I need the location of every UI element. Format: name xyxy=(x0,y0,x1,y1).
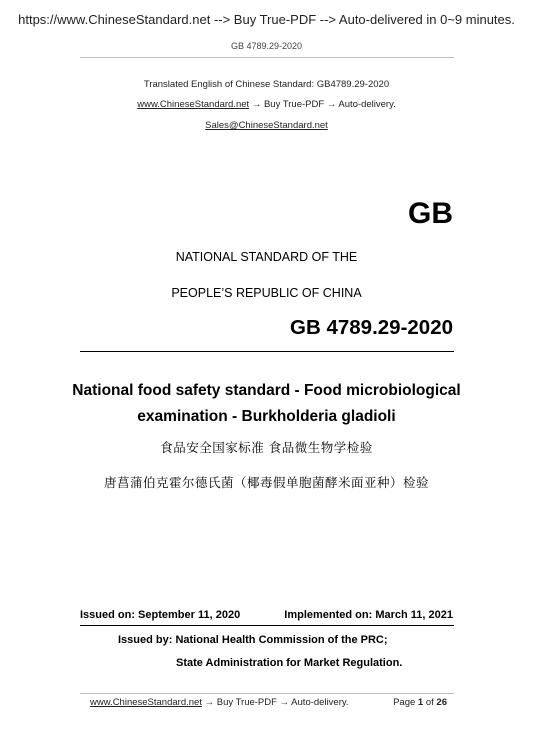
footer-site-link[interactable]: www.ChineseStandard.net xyxy=(90,697,202,708)
total-pages: 26 xyxy=(436,697,447,708)
dates-divider xyxy=(80,625,454,626)
of-label: of xyxy=(425,697,434,708)
top-banner: https://www.ChineseStandard.net --> Buy True-PDF --> Auto-delivered in 0~9 minutes. xyxy=(18,12,515,27)
site-link[interactable]: www.ChineseStandard.net xyxy=(137,99,250,110)
gb-logo: GB xyxy=(408,197,453,230)
implemented-on-date: Implemented on: March 11, 2021 xyxy=(284,609,453,621)
email-link[interactable]: Sales@ChineseStandard.net xyxy=(205,120,328,131)
chinese-title-line-1: 食品安全国家标准 食品微生物学检验 xyxy=(160,440,373,455)
page-number: 1 xyxy=(417,697,424,708)
translated-notice: Translated English of Chinese Standard: GB4789.29-2020 xyxy=(143,79,390,90)
prc-heading: PEOPLE’S REPUBLIC OF CHINA xyxy=(171,286,362,300)
english-title-line-2: examination - Burkholderia gladioli xyxy=(137,408,396,425)
issued-by: Issued by: National Health Commission of the PRC; xyxy=(118,634,388,646)
chinese-title-line-2: 唐菖蒲伯克霍尔德氏菌（椰毒假单胞菌酵米面亚种）检验 xyxy=(103,475,429,490)
email-line xyxy=(0,120,533,131)
footer-promo xyxy=(90,697,349,708)
header-standard-code: GB 4789.29-2020 xyxy=(230,41,303,51)
title-divider xyxy=(80,351,454,352)
promo-text: → Buy True-PDF → Auto-delivery. xyxy=(249,99,396,110)
national-standard-heading: NATIONAL STANDARD OF THE xyxy=(175,250,358,264)
promo-line xyxy=(0,99,533,110)
page-indicator xyxy=(393,697,447,708)
english-title-line-1: National food safety standard - Food microbiological xyxy=(72,382,461,399)
issued-by-agency: State Administration for Market Regulation. xyxy=(176,657,403,669)
standard-number: GB 4789.29-2020 xyxy=(290,316,453,339)
footer-divider xyxy=(80,693,454,694)
header-divider xyxy=(80,57,454,58)
footer-promo-text: → Buy True-PDF → Auto-delivery. xyxy=(201,697,349,708)
issued-on-date: Issued on: September 11, 2020 xyxy=(80,609,241,621)
page-label: Page xyxy=(393,697,416,708)
